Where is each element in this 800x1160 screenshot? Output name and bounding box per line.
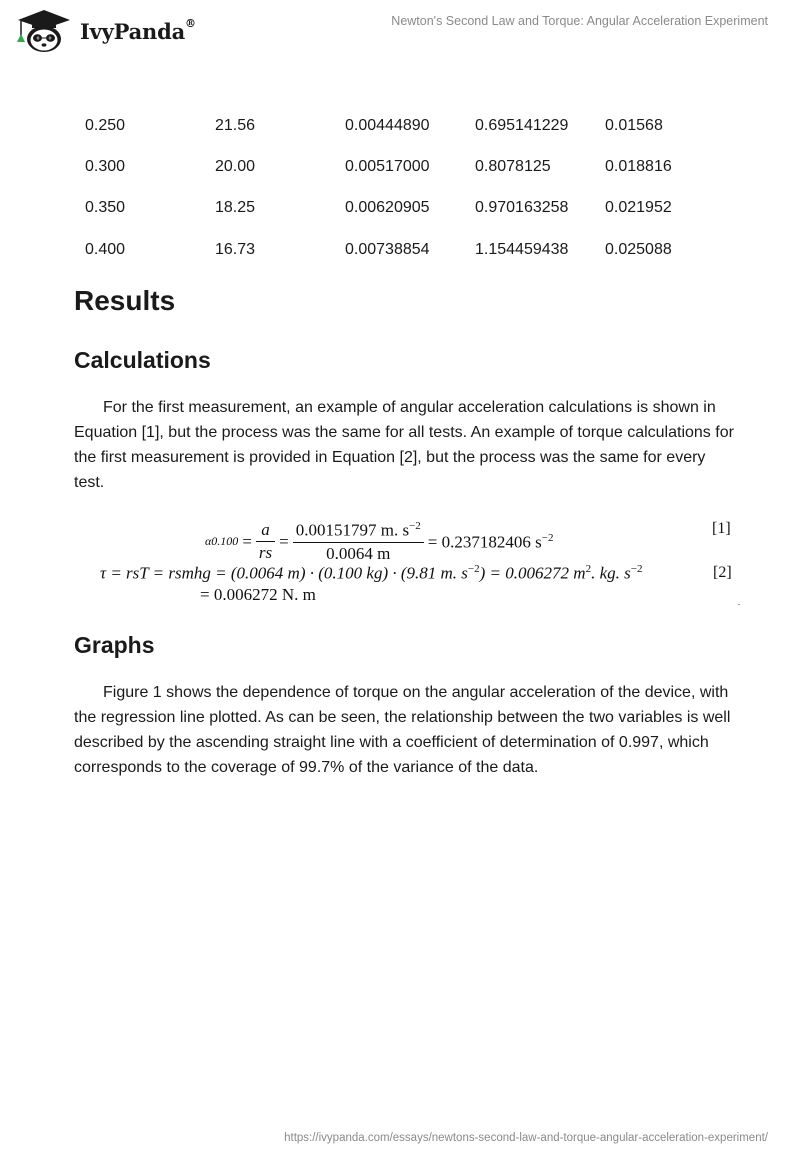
table-cell: 0.025088 <box>605 240 672 258</box>
document-title: Newton's Second Law and Torque: Angular Acceleration Experiment <box>391 14 768 28</box>
table-row <box>74 146 705 187</box>
equation-1-number: [1] <box>712 520 731 537</box>
page-header <box>0 0 800 60</box>
table-cell: 0.695141229 <box>475 116 569 134</box>
table-cell: 0.350 <box>85 199 126 217</box>
fraction-values: $\frac{0.00151797 m. s^{-2}}{0.0064 m}$ <box>293 520 424 564</box>
equation-2-line-1: τ = rsT = rsmhg = (0.0064 m) · (0.100 kg) · (9.81 m. $s^{-2}) = 0.006272$ $m^2$. kg. $s^{-2}$ <box>100 563 643 583</box>
calculations-paragraph: For the first measurement, an example of angular acceleration calculations is shown in Equation [1], but the process was the same for all tests. An example of torque calculations for the first measurement is provided in Equation [2], but the process was the same for every test. <box>74 399 734 491</box>
table-cell: 0.00517000 <box>345 157 430 175</box>
source-url[interactable]: https://ivypanda.com/essays/newtons-second-law-and-torque-angular-acceleration-experiment/ <box>284 1132 768 1144</box>
calculations-heading: Calculations <box>74 347 211 373</box>
table-cell: 0.300 <box>85 157 126 175</box>
table-cell: 0.021952 <box>605 199 672 217</box>
table-cell: 0.970163258 <box>475 199 569 217</box>
table-cell: 16.73 <box>215 240 256 258</box>
table-row <box>74 188 705 229</box>
measurement-table <box>74 105 705 270</box>
alpha-label: α0.100 <box>205 534 239 549</box>
table-cell: 21.56 <box>215 116 256 134</box>
table-cell: 0.8078125 <box>475 157 551 175</box>
ivypanda-logo[interactable] <box>14 8 196 54</box>
fraction-a-over-rs: $\frac{a}{rs}$ <box>256 520 275 563</box>
table-cell: 0.00444890 <box>345 116 430 134</box>
equals-sign: = <box>242 531 252 551</box>
table-cell: 0.250 <box>85 116 126 134</box>
equation-1-result: = 0.237182406 $s^{-2}$ <box>427 531 554 552</box>
table-row <box>74 229 705 270</box>
table-cell: 0.01568 <box>605 116 663 134</box>
equation-2-line-2: = 0.006272 N. m <box>200 585 316 604</box>
logo-text: IvyPanda® <box>80 16 196 44</box>
results-heading: Results <box>74 285 176 316</box>
table-cell: 18.25 <box>215 199 256 217</box>
table-cell: 0.400 <box>85 240 126 258</box>
table-cell: 0.00738854 <box>345 240 430 258</box>
equation-1 <box>205 520 553 564</box>
table-row <box>74 105 705 146</box>
table-cell: 20.00 <box>215 157 256 175</box>
table-cell: 0.00620905 <box>345 199 430 217</box>
table-cell: 1.154459438 <box>475 240 569 258</box>
graphs-heading: Graphs <box>74 632 155 658</box>
equation-2-number: [2] <box>713 564 732 581</box>
table-cell: 0.018816 <box>605 157 672 175</box>
panda-graduate-icon <box>14 8 74 54</box>
graphs-paragraph: Figure 1 shows the dependence of torque on the angular acceleration of the device, with the regression line plotted. As can be seen, the relationship between the two variables is well described by the ascending straight line with a coefficient of determination of 0.997, which corresponds to the coverage of 99.7% of the variance of the data. <box>74 684 731 776</box>
artifact-dot <box>738 604 740 605</box>
equals-sign: = <box>279 531 289 551</box>
